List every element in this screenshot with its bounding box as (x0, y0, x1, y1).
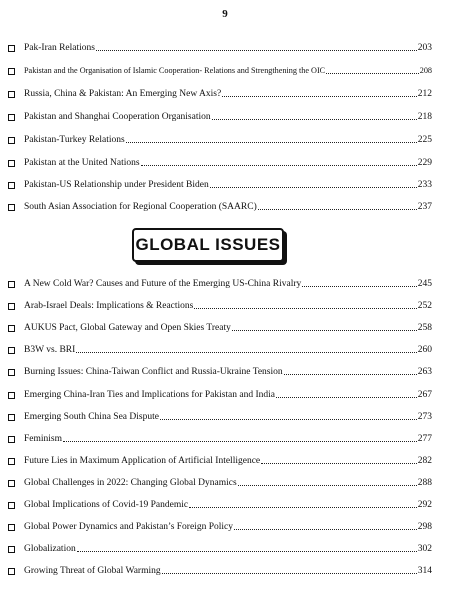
toc-entry-page: 203 (417, 43, 432, 53)
checkbox-icon (8, 114, 15, 121)
toc-entry[interactable] (8, 86, 432, 100)
toc-entry-title: Pakistan and the Organisation of Islamic Cooperation- Relations and Strengthening the OIC (24, 66, 326, 75)
toc-entry-title: Russia, China & Pakistan: An Emerging New Axis? (24, 89, 222, 99)
toc-entry-page: 258 (417, 323, 432, 333)
toc-entry-page: 237 (417, 202, 432, 212)
toc-entry[interactable] (8, 342, 432, 356)
checkbox-icon (8, 182, 15, 189)
checkbox-icon (8, 524, 15, 531)
dot-leader (77, 551, 417, 552)
toc-entry-page: 288 (417, 478, 432, 488)
checkbox-icon (8, 546, 15, 553)
toc-entry-title: Pakistan-US Relationship under President Biden (24, 180, 209, 190)
toc-entry-title: Pakistan and Shanghai Cooperation Organisation (24, 112, 211, 122)
toc-entry-page: 282 (417, 456, 432, 466)
dot-leader (194, 308, 416, 309)
dot-leader (162, 573, 417, 574)
dot-leader (189, 507, 417, 508)
toc-entry-title: Arab-Israel Deals: Implications & Reactions (24, 301, 194, 311)
toc-entry[interactable] (8, 387, 432, 401)
dot-leader (141, 165, 417, 166)
toc-entry-page: 212 (417, 89, 432, 99)
toc-entry[interactable] (8, 40, 432, 54)
toc-entry-title: Growing Threat of Global Warming (24, 566, 161, 576)
toc-entry[interactable] (8, 563, 432, 577)
toc-entry[interactable] (8, 109, 432, 123)
dot-leader (302, 286, 417, 287)
toc-entry-page: 273 (417, 412, 432, 422)
dot-leader (326, 73, 419, 74)
toc-entry-page: 302 (417, 544, 432, 554)
checkbox-icon (8, 204, 15, 211)
toc-entry-page: 314 (417, 566, 432, 576)
checkbox-icon (8, 392, 15, 399)
checkbox-icon (8, 436, 15, 443)
dot-leader (258, 209, 417, 210)
toc-entry-title: Emerging South China Sea Dispute (24, 412, 159, 422)
checkbox-icon (8, 480, 15, 487)
dot-leader (238, 485, 417, 486)
dot-leader (232, 330, 417, 331)
checkbox-icon (8, 45, 15, 52)
dot-leader (284, 374, 417, 375)
toc-entry-title: Pak-Iran Relations (24, 43, 95, 53)
toc-entry-title: Emerging China-Iran Ties and Implications for Pakistan and India (24, 390, 276, 400)
toc-entry-page: 218 (417, 112, 432, 122)
dot-leader (261, 463, 417, 464)
dot-leader (63, 441, 417, 442)
toc-entry-page: 263 (417, 367, 432, 377)
checkbox-icon (8, 281, 15, 288)
toc-entry-page: 298 (417, 522, 432, 532)
toc-entry-page: 245 (417, 279, 432, 289)
toc-entry[interactable] (8, 497, 432, 511)
dot-leader (222, 96, 417, 97)
dot-leader (276, 397, 417, 398)
checkbox-icon (8, 160, 15, 167)
toc-entry[interactable] (8, 155, 432, 169)
toc-entry[interactable] (8, 63, 432, 77)
toc-entry-page: 277 (417, 434, 432, 444)
toc-entry[interactable] (8, 320, 432, 334)
toc-entry[interactable] (8, 199, 432, 213)
checkbox-icon (8, 68, 15, 75)
dot-leader (160, 419, 417, 420)
toc-entry-page: 292 (417, 500, 432, 510)
checkbox-icon (8, 91, 15, 98)
toc-entry-title: South Asian Association for Regional Cooperation (SAARC) (24, 202, 257, 212)
toc-entry-title: Global Implications of Covid-19 Pandemic (24, 500, 189, 510)
toc-entry-page: 252 (417, 301, 432, 311)
toc-entry[interactable] (8, 431, 432, 445)
dot-leader (234, 529, 417, 530)
checkbox-icon (8, 369, 15, 376)
toc-entry[interactable] (8, 364, 432, 378)
toc-entry-title: Future Lies in Maximum Application of Artificial Intelligence (24, 456, 261, 466)
page-number: 9 (222, 8, 228, 20)
checkbox-icon (8, 347, 15, 354)
toc-entry-page: 229 (417, 158, 432, 168)
section-heading: GLOBAL ISSUES (132, 228, 284, 262)
toc-entry-title: A New Cold War? Causes and Future of the Emerging US-China Rivalry (24, 279, 302, 289)
toc-entry[interactable] (8, 276, 432, 290)
checkbox-icon (8, 303, 15, 310)
toc-entry-page: 260 (417, 345, 432, 355)
toc-entry-page: 208 (419, 66, 432, 75)
toc-entry-title: Burning Issues: China-Taiwan Conflict and Russia-Ukraine Tension (24, 367, 283, 377)
toc-entry[interactable] (8, 409, 432, 423)
checkbox-icon (8, 458, 15, 465)
toc-entry-title: Globalization (24, 544, 76, 554)
toc-entry[interactable] (8, 475, 432, 489)
checkbox-icon (8, 414, 15, 421)
dot-leader (126, 142, 417, 143)
toc-entry-title: Global Power Dynamics and Pakistan’s Foreign Policy (24, 522, 233, 532)
toc-entry[interactable] (8, 298, 432, 312)
toc-entry[interactable] (8, 177, 432, 191)
checkbox-icon (8, 325, 15, 332)
toc-entry-title: Pakistan at the United Nations (24, 158, 140, 168)
dot-leader (96, 50, 417, 51)
toc-entry-title: AUKUS Pact, Global Gateway and Open Skies Treaty (24, 323, 231, 333)
checkbox-icon (8, 137, 15, 144)
toc-entry[interactable] (8, 132, 432, 146)
toc-entry-title: Pakistan-Turkey Relations (24, 135, 125, 145)
dot-leader (76, 352, 416, 353)
toc-entry-page: 267 (417, 390, 432, 400)
toc-entry-page: 233 (417, 180, 432, 190)
toc-entry-title: Feminism (24, 434, 63, 444)
toc-entry[interactable] (8, 453, 432, 467)
toc-entry-page: 225 (417, 135, 432, 145)
checkbox-icon (8, 502, 15, 509)
toc-entry[interactable] (8, 519, 432, 533)
toc-entry[interactable] (8, 541, 432, 555)
dot-leader (212, 119, 417, 120)
toc-entry-title: B3W vs. BRI (24, 345, 76, 355)
checkbox-icon (8, 568, 15, 575)
toc-entry-title: Global Challenges in 2022: Changing Global Dynamics (24, 478, 237, 488)
dot-leader (210, 187, 417, 188)
